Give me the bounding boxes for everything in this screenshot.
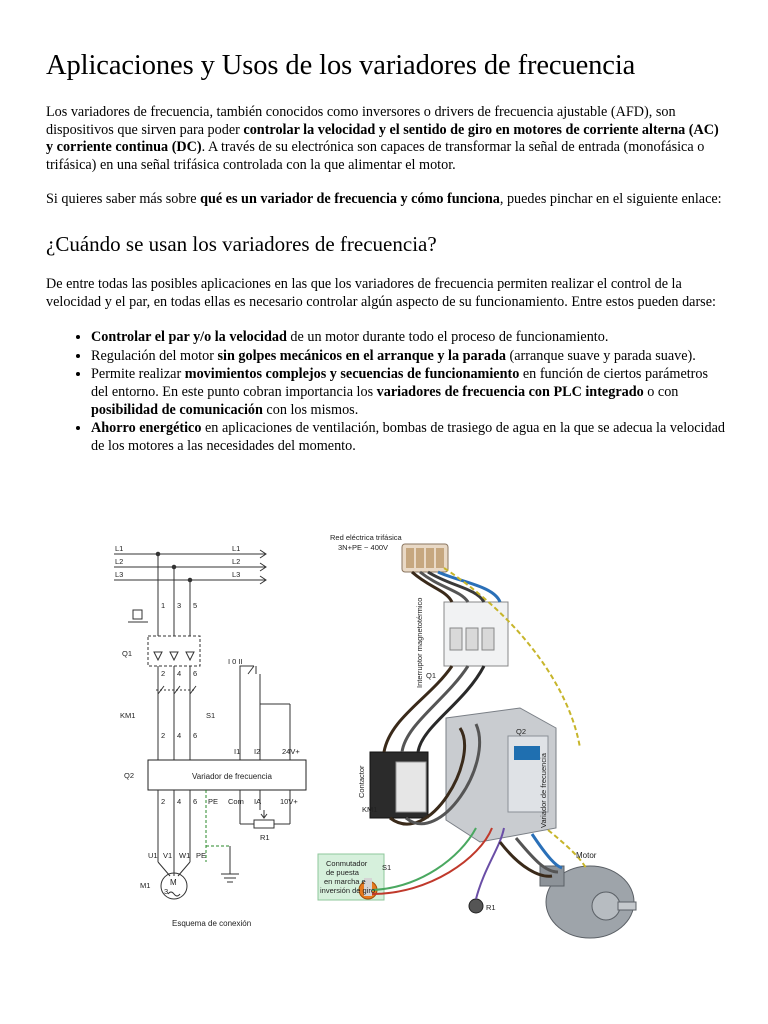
svg-text:L3: L3: [232, 570, 241, 579]
svg-text:24V+: 24V+: [282, 747, 300, 756]
bold-text: controlar la velocidad y el sentido de giro en motores de corriente alterna (AC) y corriente continua (DC): [46, 121, 719, 156]
text-run: o con: [643, 383, 679, 400]
intro-paragraph-2: [46, 191, 726, 209]
bold-text: variadores de frecuencia con PLC integrado: [376, 383, 644, 400]
wiring-illustration: [100, 528, 660, 948]
text-run: . A través de su electrónica son capaces de transformar la señal de entrada (monofásica o trifásica) en una señal trifásica controlada con la que alimentar el motor.: [46, 139, 705, 173]
svg-text:Q2: Q2: [124, 771, 135, 780]
svg-text:S1: S1: [206, 711, 216, 720]
schematic-labels: [115, 544, 300, 928]
svg-text:6: 6: [193, 669, 198, 678]
svg-text:en marcha e: en marcha e: [324, 877, 366, 886]
svg-text:4: 4: [177, 731, 182, 740]
svg-text:L2: L2: [232, 557, 241, 566]
text-run: Los variadores de frecuencia, también conocidos como inversores o drivers de frecuencia ajustable (AFD), son dispositivos que sirven para poder: [46, 104, 676, 138]
svg-text:de puesta: de puesta: [326, 868, 359, 877]
wiring-figure: [100, 528, 660, 948]
svg-text:3: 3: [177, 601, 182, 610]
svg-text:M1: M1: [140, 881, 151, 890]
svg-text:6: 6: [193, 731, 198, 740]
section-heading: ¿Cuándo se usan los variadores de frecuencia?: [46, 231, 437, 256]
text-run: Regulación del motor: [91, 347, 218, 364]
bold-text: sin golpes mecánicos en el arranque y la parada: [217, 347, 506, 364]
svg-text:IA: IA: [254, 797, 262, 806]
svg-text:4: 4: [177, 797, 182, 806]
bold-text: Controlar el par y/o la velocidad: [91, 329, 287, 346]
document-page: [46, 48, 726, 456]
svg-text:L3: L3: [115, 570, 124, 579]
svg-text:W1: W1: [179, 851, 191, 860]
svg-text:I 0 II: I 0 II: [228, 657, 243, 666]
svg-text:I2: I2: [254, 747, 261, 756]
svg-text:I1: I1: [234, 747, 241, 756]
svg-text:Interruptor magnetotérmico: Interruptor magnetotérmico: [415, 597, 424, 688]
svg-text:2: 2: [161, 797, 166, 806]
svg-text:U1: U1: [148, 851, 158, 860]
text-run: en función de ciertos parámetros del entorno. En este punto cobran importancia los: [91, 366, 709, 400]
svg-text:KM1: KM1: [362, 805, 378, 814]
intro-paragraph-1: [46, 104, 726, 174]
svg-text:10V+: 10V+: [280, 797, 298, 806]
text-run: Si quieres saber más sobre: [46, 191, 201, 208]
svg-text:3N+PE ~ 400V: 3N+PE ~ 400V: [338, 543, 389, 552]
svg-text:M: M: [170, 878, 177, 887]
text-run: Permite realizar: [91, 366, 185, 383]
svg-text:Variador de frecuencia: Variador de frecuencia: [192, 772, 272, 781]
svg-text:PE: PE: [208, 797, 219, 806]
section-paragraph: De entre todas las posibles aplicaciones en las que los variadores de frecuencia permiten realizar el control de la velocidad y el par, en todas ellas es necesario controlar algún aspecto de su funcionamiento. Entre estos pueden darse:: [46, 275, 716, 310]
svg-text:Conmutador: Conmutador: [326, 859, 368, 868]
svg-text:L1: L1: [232, 544, 241, 553]
text-run: con los mismos.: [262, 401, 359, 418]
svg-text:Red eléctrica trifásica: Red eléctrica trifásica: [330, 533, 402, 542]
svg-text:3: 3: [164, 887, 169, 896]
svg-text:5: 5: [193, 601, 198, 610]
svg-text:R1: R1: [260, 833, 270, 842]
svg-text:1: 1: [161, 601, 166, 610]
bold-text: movimientos complejos y secuencias de funcionamiento: [184, 366, 520, 383]
text-run: de un motor durante todo el proceso de funcionamiento.: [286, 329, 609, 346]
svg-text:inversión de giro: inversión de giro: [320, 886, 376, 895]
list-item: [91, 348, 726, 366]
svg-text:Com: Com: [228, 797, 244, 806]
svg-text:S1: S1: [382, 863, 392, 872]
svg-text:PE: PE: [196, 851, 207, 860]
text-run: (arranque suave y parada suave).: [505, 347, 696, 364]
svg-text:2: 2: [161, 731, 166, 740]
applications-list: [46, 329, 726, 455]
bold-text: Ahorro energético: [91, 420, 202, 437]
svg-text:6: 6: [193, 797, 198, 806]
text-run: , puedes pinchar en el siguiente enlace:: [499, 191, 722, 208]
list-item: [91, 329, 726, 347]
svg-text:Q1: Q1: [122, 649, 133, 658]
svg-text:Contactor: Contactor: [357, 765, 366, 798]
svg-text:2: 2: [161, 669, 166, 678]
svg-text:Esquema de conexión: Esquema de conexión: [172, 919, 252, 928]
svg-text:L2: L2: [115, 557, 124, 566]
svg-text:KM1: KM1: [120, 711, 136, 720]
bold-text: posibilidad de comunicación: [91, 401, 263, 418]
svg-text:4: 4: [177, 669, 182, 678]
list-item: [91, 420, 726, 455]
svg-text:R1: R1: [486, 903, 496, 912]
text-run: en aplicaciones de ventilación, bombas de trasiego de agua en la que se adecua la velocidad de los motores a las necesidades del momento.: [91, 420, 725, 454]
svg-text:Variador de frecuencia: Variador de frecuencia: [539, 753, 548, 828]
svg-text:Q2: Q2: [516, 727, 527, 736]
svg-text:Q1: Q1: [426, 671, 437, 680]
svg-text:V1: V1: [163, 851, 173, 860]
connection-schematic: [114, 550, 306, 899]
svg-text:Motor: Motor: [576, 851, 597, 860]
bold-text: qué es un variador de frecuencia y cómo funciona: [200, 191, 500, 208]
page-title: Aplicaciones y Usos de los variadores de frecuencia: [46, 50, 636, 81]
list-item: [91, 366, 726, 419]
svg-text:L1: L1: [115, 544, 124, 553]
